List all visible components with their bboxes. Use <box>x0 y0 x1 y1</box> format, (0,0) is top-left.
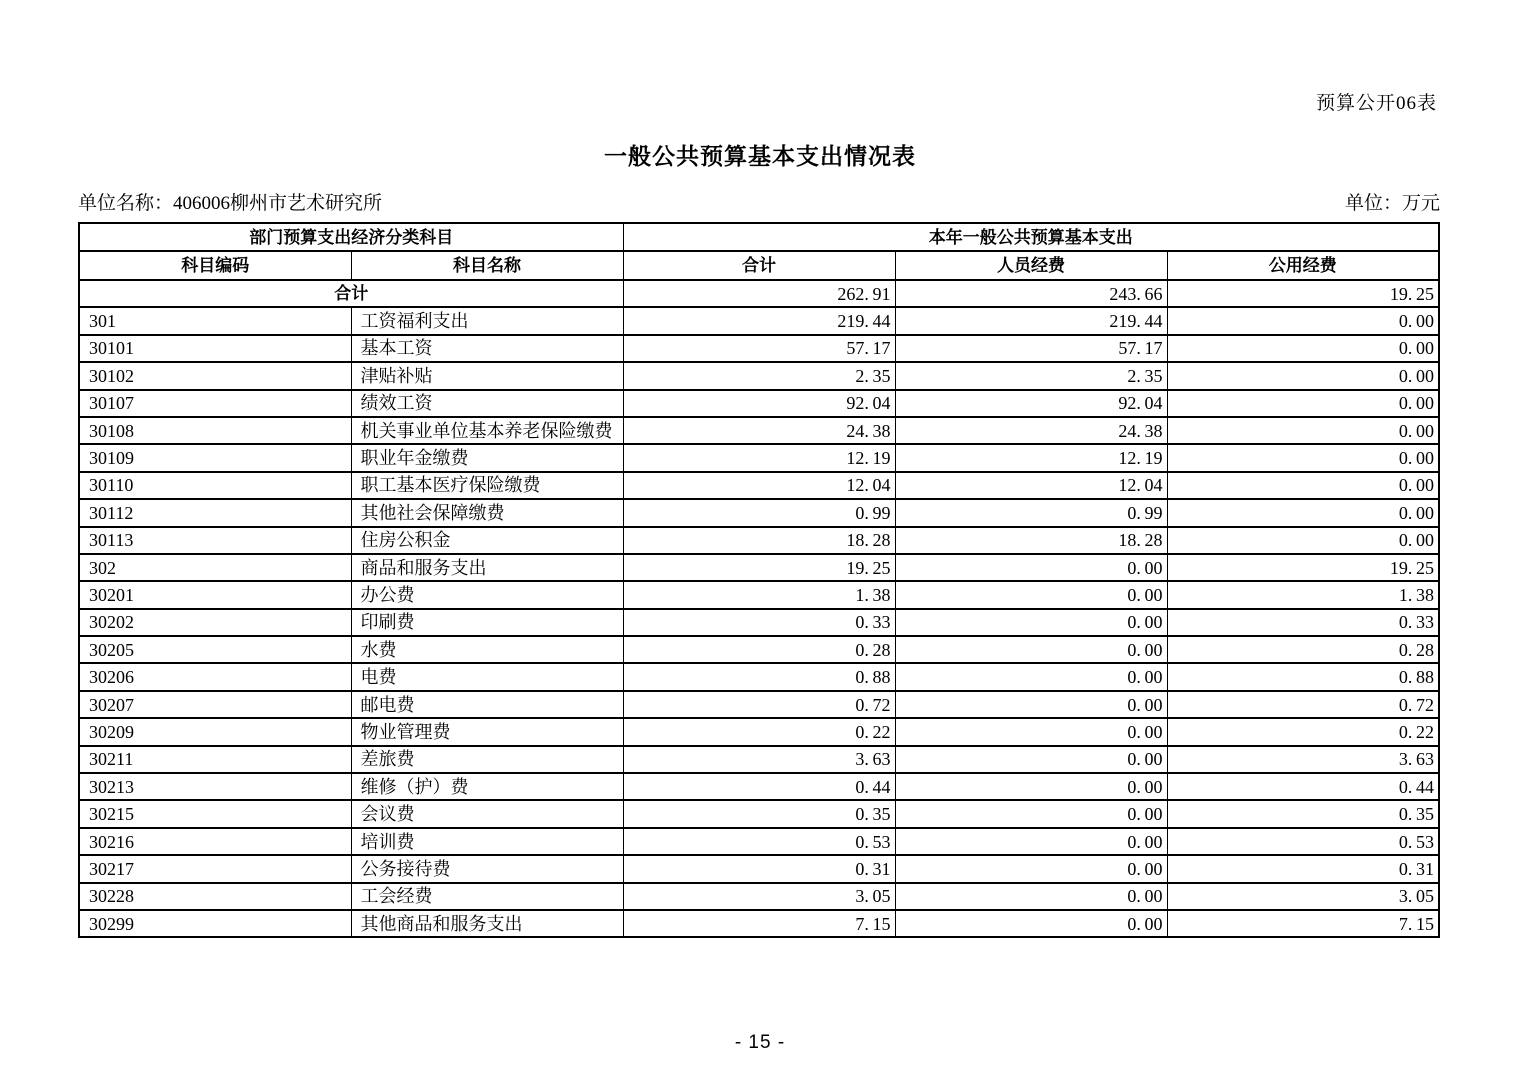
row-code: 30228 <box>79 883 351 910</box>
total-row-label: 合计 <box>79 280 623 307</box>
row-total: 219. 44 <box>623 307 895 334</box>
row-name: 住房公积金 <box>351 527 623 554</box>
row-name: 会议费 <box>351 800 623 827</box>
column-header-code: 科目编码 <box>79 251 351 280</box>
form-number-label: 预算公开06表 <box>1315 93 1437 114</box>
row-code: 30110 <box>79 472 351 499</box>
row-personnel: 0. 00 <box>895 691 1167 718</box>
row-code: 30202 <box>79 609 351 636</box>
row-name: 职工基本医疗保险缴费 <box>351 472 623 499</box>
row-code: 301 <box>79 307 351 334</box>
row-total: 7. 15 <box>623 910 895 937</box>
row-public: 0. 00 <box>1167 335 1439 362</box>
table-row <box>79 773 1439 800</box>
table-row <box>79 800 1439 827</box>
page-title: 一般公共预算基本支出情况表 <box>604 143 916 169</box>
row-name: 培训费 <box>351 828 623 855</box>
row-code: 30102 <box>79 362 351 389</box>
row-public: 0. 28 <box>1167 636 1439 663</box>
table-row <box>79 636 1439 663</box>
row-public: 0. 22 <box>1167 718 1439 745</box>
table-row <box>79 718 1439 745</box>
row-personnel: 18. 28 <box>895 527 1167 554</box>
row-personnel: 12. 04 <box>895 472 1167 499</box>
table-row <box>79 499 1439 526</box>
row-public: 0. 00 <box>1167 362 1439 389</box>
row-personnel: 0. 00 <box>895 800 1167 827</box>
table-row <box>79 335 1439 362</box>
row-name: 办公费 <box>351 581 623 608</box>
row-total: 0. 53 <box>623 828 895 855</box>
table-row <box>79 307 1439 334</box>
unit-name-label: 单位名称：406006柳州市艺术研究所 <box>78 193 383 214</box>
table-row <box>79 828 1439 855</box>
row-name: 其他社会保障缴费 <box>351 499 623 526</box>
row-total: 12. 19 <box>623 444 895 471</box>
row-total: 2. 35 <box>623 362 895 389</box>
row-total: 0. 22 <box>623 718 895 745</box>
row-personnel: 0. 00 <box>895 636 1167 663</box>
table-row <box>79 910 1439 937</box>
row-total: 0. 28 <box>623 636 895 663</box>
table-row <box>79 472 1439 499</box>
row-code: 30215 <box>79 800 351 827</box>
row-name: 职业年金缴费 <box>351 444 623 471</box>
row-public: 0. 00 <box>1167 444 1439 471</box>
row-code: 30213 <box>79 773 351 800</box>
row-code: 30108 <box>79 417 351 444</box>
table-row <box>79 609 1439 636</box>
row-name: 机关事业单位基本养老保险缴费 <box>351 417 623 444</box>
row-code: 30216 <box>79 828 351 855</box>
row-name: 绩效工资 <box>351 390 623 417</box>
row-public: 0. 35 <box>1167 800 1439 827</box>
row-personnel: 57. 17 <box>895 335 1167 362</box>
table-row <box>79 746 1439 773</box>
row-name: 公务接待费 <box>351 855 623 882</box>
row-code: 30211 <box>79 746 351 773</box>
column-header-name: 科目名称 <box>351 251 623 280</box>
row-personnel: 0. 00 <box>895 554 1167 581</box>
table-row <box>79 417 1439 444</box>
row-total: 57. 17 <box>623 335 895 362</box>
row-total: 1. 38 <box>623 581 895 608</box>
row-total: 3. 63 <box>623 746 895 773</box>
table-row <box>79 855 1439 882</box>
row-public: 19. 25 <box>1167 554 1439 581</box>
row-personnel: 0. 00 <box>895 746 1167 773</box>
budget-table <box>78 222 1440 938</box>
row-name: 工会经费 <box>351 883 623 910</box>
table-row <box>79 663 1439 690</box>
row-public: 0. 33 <box>1167 609 1439 636</box>
row-name: 工资福利支出 <box>351 307 623 334</box>
row-personnel: 0. 00 <box>895 883 1167 910</box>
row-public: 3. 05 <box>1167 883 1439 910</box>
row-personnel: 219. 44 <box>895 307 1167 334</box>
table-row <box>79 581 1439 608</box>
row-public: 0. 00 <box>1167 390 1439 417</box>
table-row <box>79 444 1439 471</box>
table-row <box>79 362 1439 389</box>
meta-row <box>78 188 1440 215</box>
row-total: 24. 38 <box>623 417 895 444</box>
row-public: 1. 38 <box>1167 581 1439 608</box>
row-public: 0. 53 <box>1167 828 1439 855</box>
row-public: 0. 88 <box>1167 663 1439 690</box>
header-group-basic-expenditure: 本年一般公共预算基本支出 <box>623 223 1439 251</box>
unit-of-measure-label: 单位：万元 <box>1344 193 1440 214</box>
row-name: 电费 <box>351 663 623 690</box>
row-public: 0. 44 <box>1167 773 1439 800</box>
row-public: 0. 00 <box>1167 527 1439 554</box>
row-personnel: 0. 00 <box>895 773 1167 800</box>
row-personnel: 0. 00 <box>895 828 1167 855</box>
row-personnel: 12. 19 <box>895 444 1167 471</box>
table-row <box>79 554 1439 581</box>
row-total: 0. 35 <box>623 800 895 827</box>
row-code: 30205 <box>79 636 351 663</box>
row-personnel: 0. 00 <box>895 663 1167 690</box>
table-row <box>79 691 1439 718</box>
row-code: 30107 <box>79 390 351 417</box>
row-public: 7. 15 <box>1167 910 1439 937</box>
row-name: 水费 <box>351 636 623 663</box>
row-code: 30101 <box>79 335 351 362</box>
row-code: 302 <box>79 554 351 581</box>
row-public: 3. 63 <box>1167 746 1439 773</box>
row-public: 0. 00 <box>1167 307 1439 334</box>
row-code: 30112 <box>79 499 351 526</box>
row-public: 0. 00 <box>1167 499 1439 526</box>
total-row <box>79 280 1439 307</box>
row-code: 30207 <box>79 691 351 718</box>
table-body <box>79 280 1439 937</box>
page-number: - 15 - <box>734 1032 786 1053</box>
row-name: 邮电费 <box>351 691 623 718</box>
row-personnel: 0. 99 <box>895 499 1167 526</box>
row-total: 0. 99 <box>623 499 895 526</box>
total-row-public: 19. 25 <box>1167 280 1439 307</box>
row-code: 30206 <box>79 663 351 690</box>
row-personnel: 2. 35 <box>895 362 1167 389</box>
row-public: 0. 00 <box>1167 417 1439 444</box>
row-name: 维修（护）费 <box>351 773 623 800</box>
row-total: 12. 04 <box>623 472 895 499</box>
row-name: 基本工资 <box>351 335 623 362</box>
row-personnel: 0. 00 <box>895 855 1167 882</box>
row-code: 30217 <box>79 855 351 882</box>
column-header-total: 合计 <box>623 251 895 280</box>
row-name: 商品和服务支出 <box>351 554 623 581</box>
row-public: 0. 31 <box>1167 855 1439 882</box>
row-code: 30299 <box>79 910 351 937</box>
table-row <box>79 390 1439 417</box>
row-code: 30109 <box>79 444 351 471</box>
row-name: 物业管理费 <box>351 718 623 745</box>
row-code: 30209 <box>79 718 351 745</box>
column-header-personnel: 人员经费 <box>895 251 1167 280</box>
row-total: 0. 72 <box>623 691 895 718</box>
total-row-personnel: 243. 66 <box>895 280 1167 307</box>
row-total: 3. 05 <box>623 883 895 910</box>
row-total: 92. 04 <box>623 390 895 417</box>
row-code: 30201 <box>79 581 351 608</box>
row-name: 津贴补贴 <box>351 362 623 389</box>
row-total: 0. 88 <box>623 663 895 690</box>
row-total: 0. 44 <box>623 773 895 800</box>
row-name: 其他商品和服务支出 <box>351 910 623 937</box>
row-total: 0. 31 <box>623 855 895 882</box>
row-personnel: 0. 00 <box>895 910 1167 937</box>
row-public: 0. 00 <box>1167 472 1439 499</box>
table-row <box>79 527 1439 554</box>
total-row-total: 262. 91 <box>623 280 895 307</box>
row-personnel: 24. 38 <box>895 417 1167 444</box>
row-total: 18. 28 <box>623 527 895 554</box>
table-row <box>79 883 1439 910</box>
row-total: 19. 25 <box>623 554 895 581</box>
row-personnel: 0. 00 <box>895 581 1167 608</box>
row-personnel: 0. 00 <box>895 718 1167 745</box>
row-name: 差旅费 <box>351 746 623 773</box>
row-name: 印刷费 <box>351 609 623 636</box>
row-total: 0. 33 <box>623 609 895 636</box>
column-header-row <box>79 251 1439 280</box>
column-header-public: 公用经费 <box>1167 251 1439 280</box>
row-personnel: 92. 04 <box>895 390 1167 417</box>
row-public: 0. 72 <box>1167 691 1439 718</box>
row-personnel: 0. 00 <box>895 609 1167 636</box>
row-code: 30113 <box>79 527 351 554</box>
header-group-row <box>79 223 1439 251</box>
header-group-economic-classification: 部门预算支出经济分类科目 <box>79 223 623 251</box>
